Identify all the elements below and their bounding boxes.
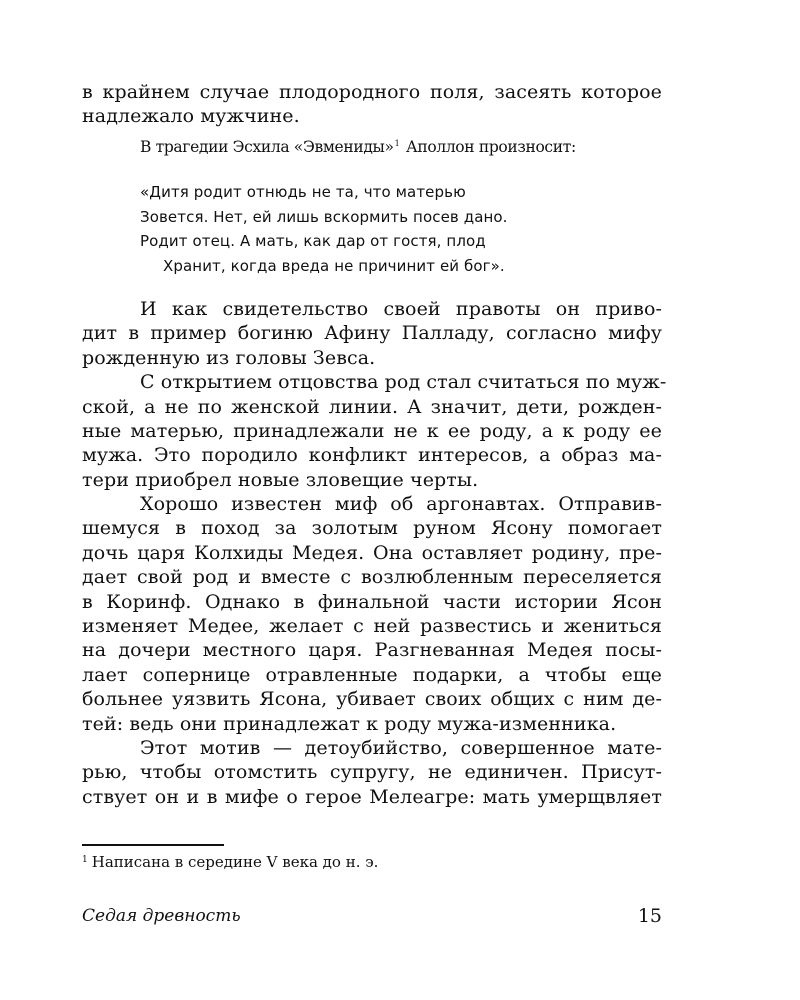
verse-line: Зовется. Нет, ей лишь вскормить посев дано. bbox=[140, 207, 508, 226]
text-line: тей: ведь они принадлежат к роду мужа-изменника. bbox=[82, 712, 617, 735]
page-number: 15 bbox=[637, 905, 662, 927]
text-line: дает свой род и вместе с возлюбленным переселяется bbox=[82, 566, 662, 589]
verse-line: «Дитя родит отнюдь не та, что матерью bbox=[140, 182, 466, 201]
footnote bbox=[82, 850, 378, 872]
text-line: дочь царя Колхиды Медея. Она оставляет родину, пре- bbox=[82, 541, 662, 564]
text-line: изменяет Медее, желает с ней развестись и жениться bbox=[82, 615, 662, 638]
text-line: надлежало мужчине. bbox=[82, 105, 300, 128]
footnote-divider bbox=[82, 844, 224, 846]
text-line: мужа. Это породило конфликт интересов, а образ ма- bbox=[82, 444, 662, 467]
verse-quote bbox=[82, 180, 662, 279]
page-body bbox=[82, 80, 667, 809]
text-line: Этот мотив — детоубийство, совершенное мате- bbox=[140, 737, 662, 759]
verse-line: Родит отец. А мать, как дар от гостя, плод bbox=[140, 232, 486, 251]
text-line: ствует он и в мифе о герое Мелеагре: мать умерщвляет bbox=[82, 785, 662, 808]
text-line: И как свидетельство своей правоты он приво- bbox=[140, 297, 662, 320]
text-line: дит в пример богиню Афину Палладу, согласно мифу bbox=[82, 322, 662, 345]
text-line: тери приобрел новые зловещие черты. bbox=[82, 468, 479, 491]
text-line: на дочери местного царя. Разгневанная Медея посы- bbox=[82, 639, 662, 662]
text-line: рью, чтобы отомстить супругу, не единичен. Присут- bbox=[82, 761, 662, 784]
intro-text: В трагедии Эсхила «Эвмениды» bbox=[140, 137, 394, 156]
footnote-mark: 1 bbox=[82, 855, 88, 865]
text-line: больнее уязвить Ясона, убивает своих общих с ним де- bbox=[82, 688, 662, 711]
text-line: С открытием отцовства род стал считаться по муж- bbox=[140, 371, 667, 394]
footnote-text: Написана в середине V века до н. э. bbox=[91, 853, 379, 871]
verse-line: Хранит, когда вреда не причинит ей бог». bbox=[163, 257, 505, 276]
text-line: ные матерью, принадлежали не к ее роду, а к роду ее bbox=[82, 419, 662, 442]
text-line: ской, а не по женской линии. А значит, дети, рожден- bbox=[82, 395, 662, 418]
text-line: шемуся в поход за золотым руном Ясону помогает bbox=[82, 517, 662, 540]
intro-text: Аполлон произносит: bbox=[401, 137, 576, 156]
text-line: рожденную из головы Зевса. bbox=[82, 346, 376, 369]
text-line: лает сопернице отравленные подарки, а чтобы еще bbox=[82, 663, 662, 686]
running-title: Седая древность bbox=[82, 906, 241, 926]
text-line: в Коринф. Однако в финальной части истории Ясон bbox=[82, 590, 662, 613]
text-line: в крайнем случае плодородного поля, засеять которое bbox=[82, 81, 662, 103]
footnote-reference[interactable]: 1 bbox=[394, 138, 400, 148]
verse-intro bbox=[82, 132, 662, 156]
text-line: Хорошо известен миф об аргонавтах. Отправив- bbox=[140, 493, 662, 516]
